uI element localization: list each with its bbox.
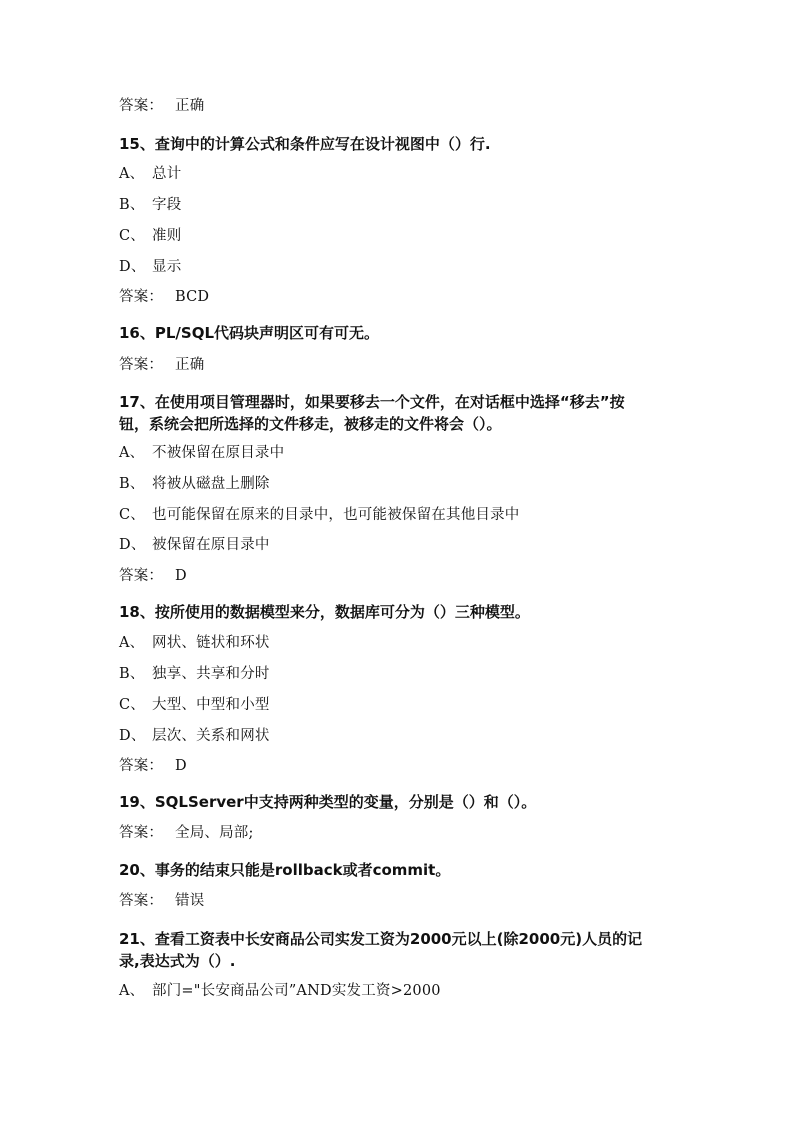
question-21-line2: 录,表达式为（）. <box>119 952 236 970</box>
question-17-line2: 钮，系统会把所选择的文件移走，被移走的文件将会（）。 <box>119 415 502 433</box>
question-20: 20、事务的结束只能是rollback或者commit。 <box>119 861 451 879</box>
option-a: A、 网状、链状和环状 <box>119 635 270 651</box>
answer-line: 答案： 错误 <box>119 893 205 909</box>
answer-line: 答案： 全局、局部; <box>119 825 254 841</box>
option-b: B、 字段 <box>119 197 182 213</box>
option-b: B、 独享、共享和分时 <box>119 666 270 682</box>
question-15: 15、查询中的计算公式和条件应写在设计视图中（）行. <box>119 135 491 153</box>
option-a: A、 不被保留在原目录中 <box>119 445 285 461</box>
option-c: C、 大型、中型和小型 <box>119 697 270 713</box>
option-c: C、 也可能保留在原来的目录中，也可能被保留在其他目录中 <box>119 507 520 523</box>
question-21-line1: 21、查看工资表中长安商品公司实发工资为2000元以上(除2000元)人员的记 <box>119 930 643 948</box>
question-19: 19、SQLServer中支持两种类型的变量，分别是（）和（）。 <box>119 793 537 811</box>
answer-line: 答案： D <box>119 758 187 774</box>
answer-line: 答案： 正确 <box>119 357 205 373</box>
answer-line <box>119 96 204 116</box>
answer-label: 答案： <box>119 98 164 114</box>
answer-value: 正确 <box>175 98 205 114</box>
answer-line: 答案： D <box>119 568 187 584</box>
question-17-line1: 17、在使用项目管理器时，如果要移去一个文件，在对话框中选择“移去”按 <box>119 393 625 411</box>
option-c: C、 准则 <box>119 228 182 244</box>
option-d: D、 被保留在原目录中 <box>119 537 270 553</box>
option-a: A、 总计 <box>119 166 182 182</box>
question-18: 18、按所使用的数据模型来分，数据库可分为（）三种模型。 <box>119 603 530 621</box>
option-b: B、 将被从磁盘上删除 <box>119 476 270 492</box>
option-a: A、 部门="长安商品公司”AND实发工资>2000 <box>119 983 441 999</box>
answer-line: 答案： BCD <box>119 289 210 305</box>
option-d: D、 显示 <box>119 259 182 275</box>
question-16: 16、PL/SQL代码块声明区可有可无。 <box>119 324 380 342</box>
option-d: D、 层次、关系和网状 <box>119 728 270 744</box>
